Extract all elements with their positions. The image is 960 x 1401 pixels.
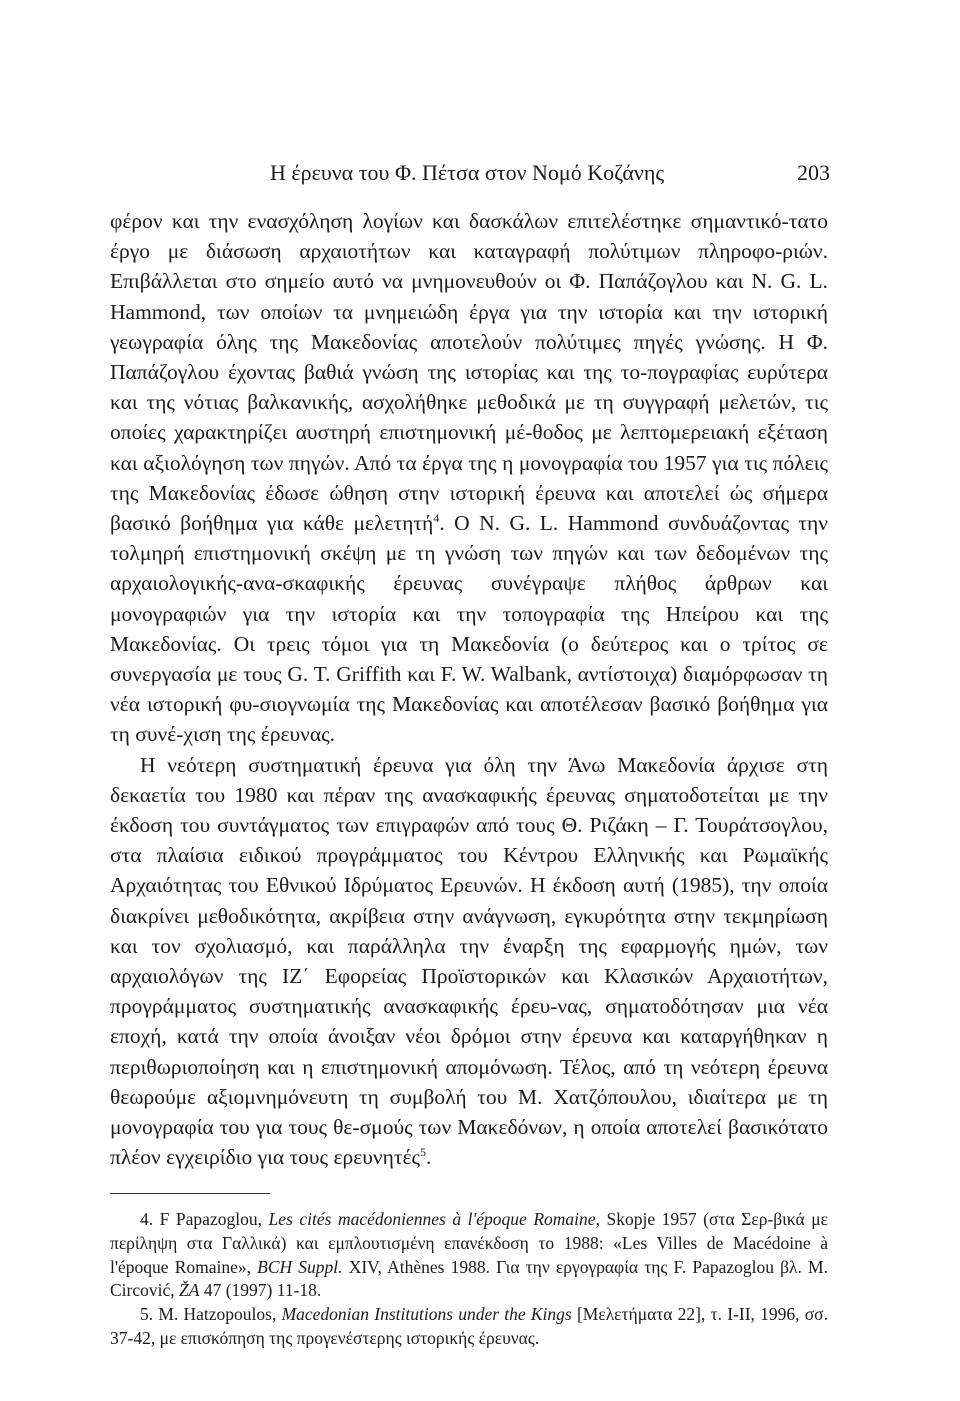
footnote-5-text: 5. M. Hatzopoulos, [140, 1304, 282, 1325]
running-title: Η έρευνα του Φ. Πέτσα στον Νομό Κοζάνης [270, 160, 665, 185]
footnote-ref-5: 5 [420, 1145, 427, 1160]
running-header [270, 158, 830, 188]
footnote-4-text: XIV, Athènes 1988. Για την εργογραφία της F. Papazoglou βλ. M. Circović, [110, 1256, 828, 1301]
footnote-5 [110, 1303, 828, 1351]
paragraph-1 [110, 206, 828, 750]
footnote-4-text: , Skopje 1957 (στα Σερ-βικά με περίληψη στα Γαλλικά) και εμπλουτισμένη επανέκδοση το 1988: «Les Villes de Macédoine à l'époque Romaine», [110, 1209, 828, 1277]
paragraph-2-text-b: . [426, 1145, 432, 1170]
body-text [110, 206, 828, 1173]
page-number: 203 [797, 160, 830, 185]
footnote-4-journal: ŽA [179, 1280, 200, 1301]
footnote-4-book-title: Les cités macédoniennes à l'époque Romaine [268, 1209, 596, 1229]
footnote-4-text: 4. F Papazoglou, [140, 1209, 269, 1229]
footnote-5-book-title: Macedonian Institutions under the Kings [281, 1304, 572, 1325]
footnote-4 [110, 1208, 828, 1303]
footnotes [110, 1208, 828, 1351]
paragraph-2 [110, 750, 828, 1173]
footnote-5-text: [Μελετήματα 22], τ. I-II, 1996, σσ. 37-42, με επισκόπηση της προγενέστερης ιστορικής έρευνας. [110, 1304, 828, 1348]
paragraph-1-text-b: . Ο N. G. L. Hammond συνδυάζοντας την τολμηρή επιστημονική σκέψη με τη γνώση των πηγών και των δεδομένων της αρχαιολογικής-ανα-σκαφικής έρευνας συνέγραψε πλήθος άρθρων και μονογραφιών για την ιστορία και την τοπογραφία της Ηπείρου και της Μακεδονίας. Οι τρεις τόμοι για τη Μακεδονία (ο δεύτερος και ο τρίτος σε συνεργασία με τους G. T. Griffith και F. W. Walbank, αντίστοιχα) διαμόρφωσαν τη νέα ιστορική φυ-σιογνωμία της Μακεδονίας και αποτέλεσαν βασικό βοήθημα για τη συνέ-χιση της έρευνας. [110, 511, 829, 747]
footnote-4-series: BCH Suppl. [257, 1256, 343, 1277]
paragraph-1-text-a: φέρον και την ενασχόληση λογίων και δασκάλων επιτελέστηκε σημαντικό-τατο έργο με διάσωση αρχαιοτήτων και καταγραφή πολύτιμων πληροφο-ριών. Επιβάλλεται στο σημείο αυτό να μνημονευθούν οι Φ. Παπάζογλου και N. G. L. Hammond, των οποίων τα μνημειώδη έργα για την ιστορία και την ιστορική γεωγραφία όλης της Μακεδονίας αποτελούν πολύτιμες πηγές γνώσης. Η Φ. Παπάζογλου έχοντας βαθιά γνώση της ιστορίας και της το-πογραφίας ευρύτερα και της νότιας βαλκανικής, ασχολήθηκε μεθοδικά με τη συγγραφή μελετών, τις οποίες χαρακτηρίζει αυστηρή επιστημονική μέ-θοδος με λεπτομερειακή εξέταση και αξιολόγηση των πηγών. Από τα έργα της η μονογραφία του 1957 για τις πόλεις της Μακεδονίας έδωσε ώθηση στην ιστορική έρευνα και αποτελεί ώς σήμερα βασικό βοήθημα για κάθε μελετητή [110, 209, 828, 536]
footnote-4-text: 47 (1997) 11-18. [199, 1280, 322, 1301]
paragraph-2-text-a: Η νεότερη συστηματική έρευνα για όλη την Άνω Μακεδονία άρχισε στη δεκαετία του 1980 και πέραν της ανασκαφικής έρευνας σηματοδοτείται με την έκδοση του συντάγματος των επιγραφών από τους Θ. Ριζάκη – Γ. Τουράτσογλου, στα πλαίσια ειδικού προγράμματος του Κέντρου Ελληνικής και Ρωμαϊκής Αρχαιότητας του Εθνικού Ιδρύματος Ερευνών. Η έκδοση αυτή (1985), την οποία διακρίνει μεθοδικότητα, ακρίβεια στην ανάγνωση, εγκυρότητα στην τεκμηρίωση και τον σχολιασμό, και παράλληλα την έναρξη της εφαρμογής ημών, των αρχαιολόγων της ΙΖ΄ Εφορείας Προϊστορικών και Κλασικών Αρχαιοτήτων, προγράμματος συστηματικής ανασκαφικής έρευ-νας, σηματοδότησαν μια νέα εποχή, κατά την οποία άνοιξαν νέοι δρόμοι στην έρευνα και καταργήθηκαν η περιθωριοποίηση και η επιστημονική απομόνωση. Τέλος, από τη νεότερη έρευνα θεωρούμε αξιομνημόνευτη τη συμβολή του Μ. Χατζόπουλου, ιδιαίτερα με τη μονογραφία του για τους θε-σμούς των Μακεδόνων, η οποία αποτελεί βασικότατο πλέον εγχειρίδιο για τους ερευνητές [110, 752, 828, 1170]
footnote-ref-4: 4 [433, 510, 440, 525]
footnote-separator [110, 1193, 270, 1194]
